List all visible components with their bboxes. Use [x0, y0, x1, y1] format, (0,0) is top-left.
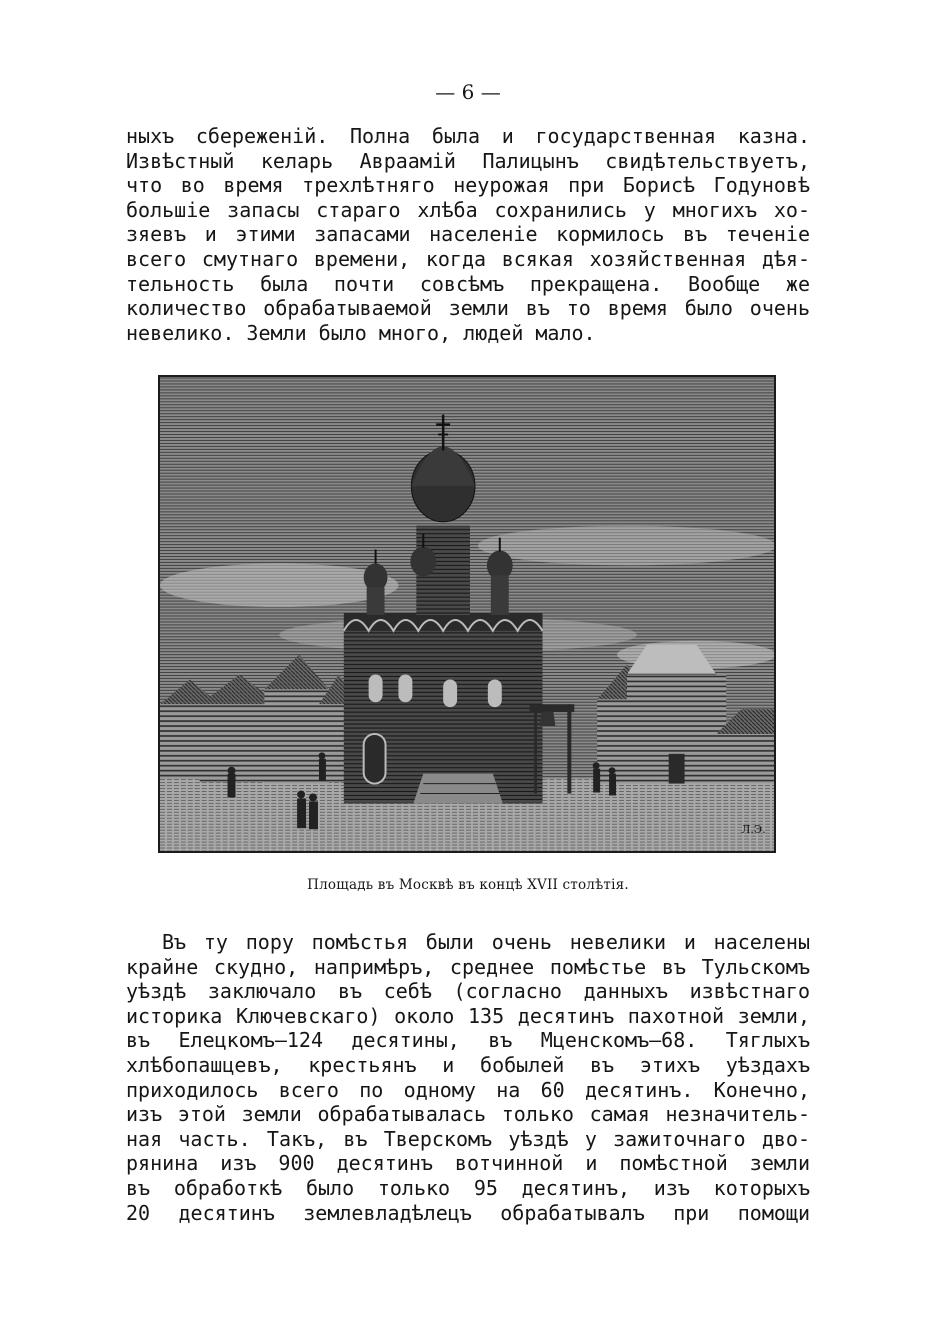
text-line: всего смутнаго времени, когда всякая хозяйственная дѣя-	[126, 246, 810, 271]
text-line: изъ этой земли обрабатывалась только самая незначитель-	[126, 1102, 810, 1127]
page-number: — 6 —	[435, 80, 501, 104]
figure-caption: Площадь въ Москвѣ въ концѣ XVII столѣтія.	[307, 877, 629, 893]
church-engraving	[160, 377, 774, 851]
text-line: зяевъ и этими запасами населеніе кормилось въ теченіе	[126, 222, 810, 247]
artist-monogram: Л.Э.	[741, 823, 766, 837]
text-line: ныхъ сбереженій. Полна была и государственная казна.	[126, 124, 810, 148]
paragraph-2	[126, 930, 810, 1225]
text-line: уѣздѣ заключало въ себѣ (согласно данныхъ извѣстнаго	[126, 979, 810, 1004]
text-line: количество обрабатываемой земли въ то время было очень	[126, 296, 810, 321]
text-line: что во время трехлѣтняго неурожая при Борисѣ Годуновѣ	[126, 173, 810, 198]
text-line: ная часть. Такъ, въ Тверскомъ уѣздѣ у зажиточнаго дво-	[126, 1126, 810, 1151]
text-line: крайне скудно, напримѣръ, среднее помѣстье въ Тульскомъ	[126, 954, 810, 979]
text-line: приходилось всего по одному на 60 десятинъ. Конечно,	[126, 1077, 810, 1102]
text-line: въ Елецкомъ—124 десятины, въ Мценскомъ—68. Тяглыхъ	[126, 1028, 810, 1053]
text-line: Въ ту пору помѣстья были очень невелики и населены	[162, 930, 810, 954]
text-line: большіе запасы стараго хлѣба сохранились у многихъ хо-	[126, 197, 810, 222]
text-line: рянина изъ 900 десятинъ вотчинной и помѣстной земли	[126, 1151, 810, 1176]
text-line: въ обработкѣ было только 95 десятинъ, изъ которыхъ	[126, 1175, 810, 1200]
text-line: 20 десятинъ землевладѣлецъ обрабатывалъ при помощи	[126, 1200, 810, 1225]
engraving-illustration	[158, 375, 776, 853]
text-line: невелико. Земли было много, людей мало.	[126, 320, 596, 345]
text-line: Извѣстный келарь Авраамій Палицынъ свидѣтельствуетъ,	[126, 148, 810, 173]
text-line: историка Ключевскаго) около 135 десятинъ пахотной земли,	[126, 1003, 810, 1028]
paragraph-1	[126, 124, 810, 345]
text-line: тельность была почти совсѣмъ прекращена. Вообще же	[126, 271, 810, 296]
text-line: хлѣбопашцевъ, крестьянъ и бобылей въ этихъ уѣздахъ	[126, 1052, 810, 1077]
